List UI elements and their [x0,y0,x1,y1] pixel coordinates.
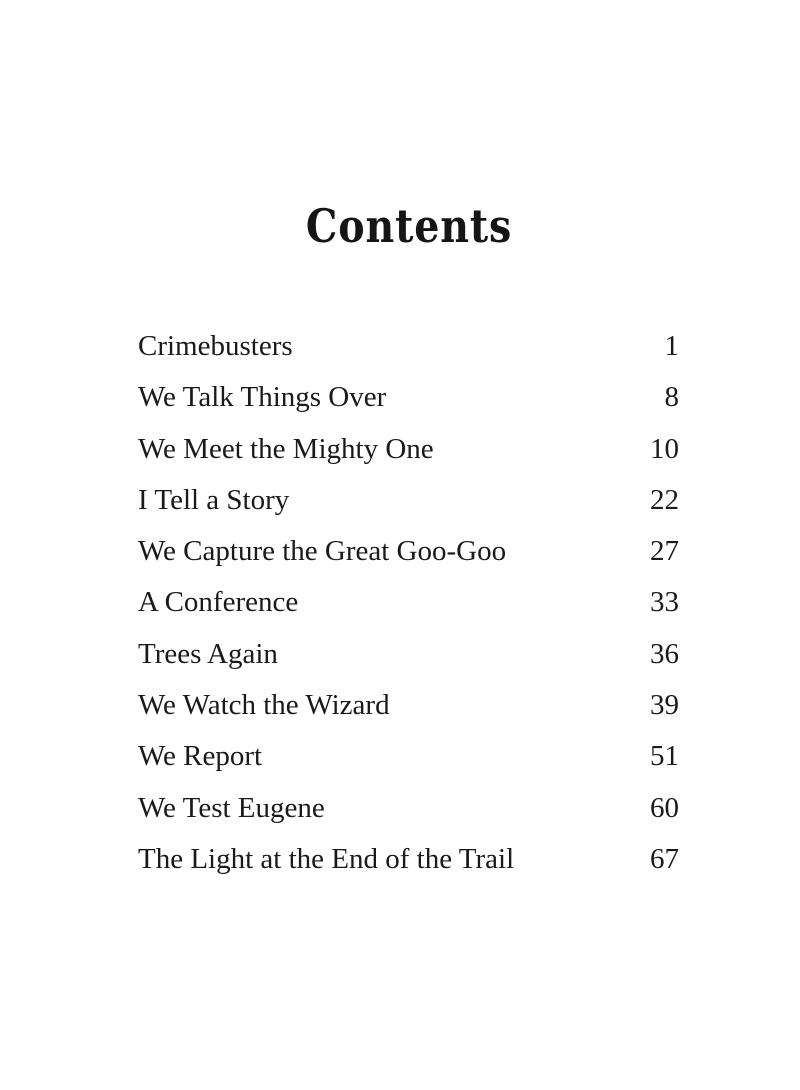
chapter-title: A Conference [138,586,299,619]
toc-entry[interactable] [138,577,679,628]
page-number: 22 [650,483,679,516]
chapter-title: We Talk Things Over [138,381,387,414]
chapter-title: We Watch the Wizard [138,689,390,722]
toc-entry[interactable] [138,321,679,372]
chapter-title: The Light at the End of the Trail [138,842,515,875]
toc-entry[interactable] [138,424,679,475]
page-number: 10 [650,432,679,465]
page-number: 33 [650,586,679,619]
page-number: 60 [650,791,679,824]
chapter-title: We Meet the Mighty One [138,432,434,465]
chapter-title: Crimebusters [138,330,293,362]
page-number: 51 [650,740,679,773]
page-title: Contents [305,199,513,253]
toc-entry[interactable] [138,526,679,577]
chapter-title: We Test Eugene [138,791,325,824]
chapter-title: We Report [138,740,263,773]
toc-entry[interactable] [138,834,679,885]
toc-entry[interactable] [138,372,679,423]
toc-entry[interactable] [138,680,679,731]
page-number: 8 [664,381,679,414]
page-number: 27 [650,535,679,568]
toc-entry[interactable] [138,475,679,526]
page-number: 39 [650,689,679,722]
chapter-title: We Capture the Great Goo-Goo [138,535,507,568]
page-number: 36 [650,637,679,670]
toc-entry[interactable] [138,629,679,680]
chapter-title: Trees Again [138,637,278,670]
page-number: 67 [650,842,679,875]
page-number: 1 [664,330,679,362]
chapter-title: I Tell a Story [138,483,290,516]
table-of-contents [138,321,679,885]
toc-entry[interactable] [138,731,679,782]
toc-entry[interactable] [138,783,679,834]
